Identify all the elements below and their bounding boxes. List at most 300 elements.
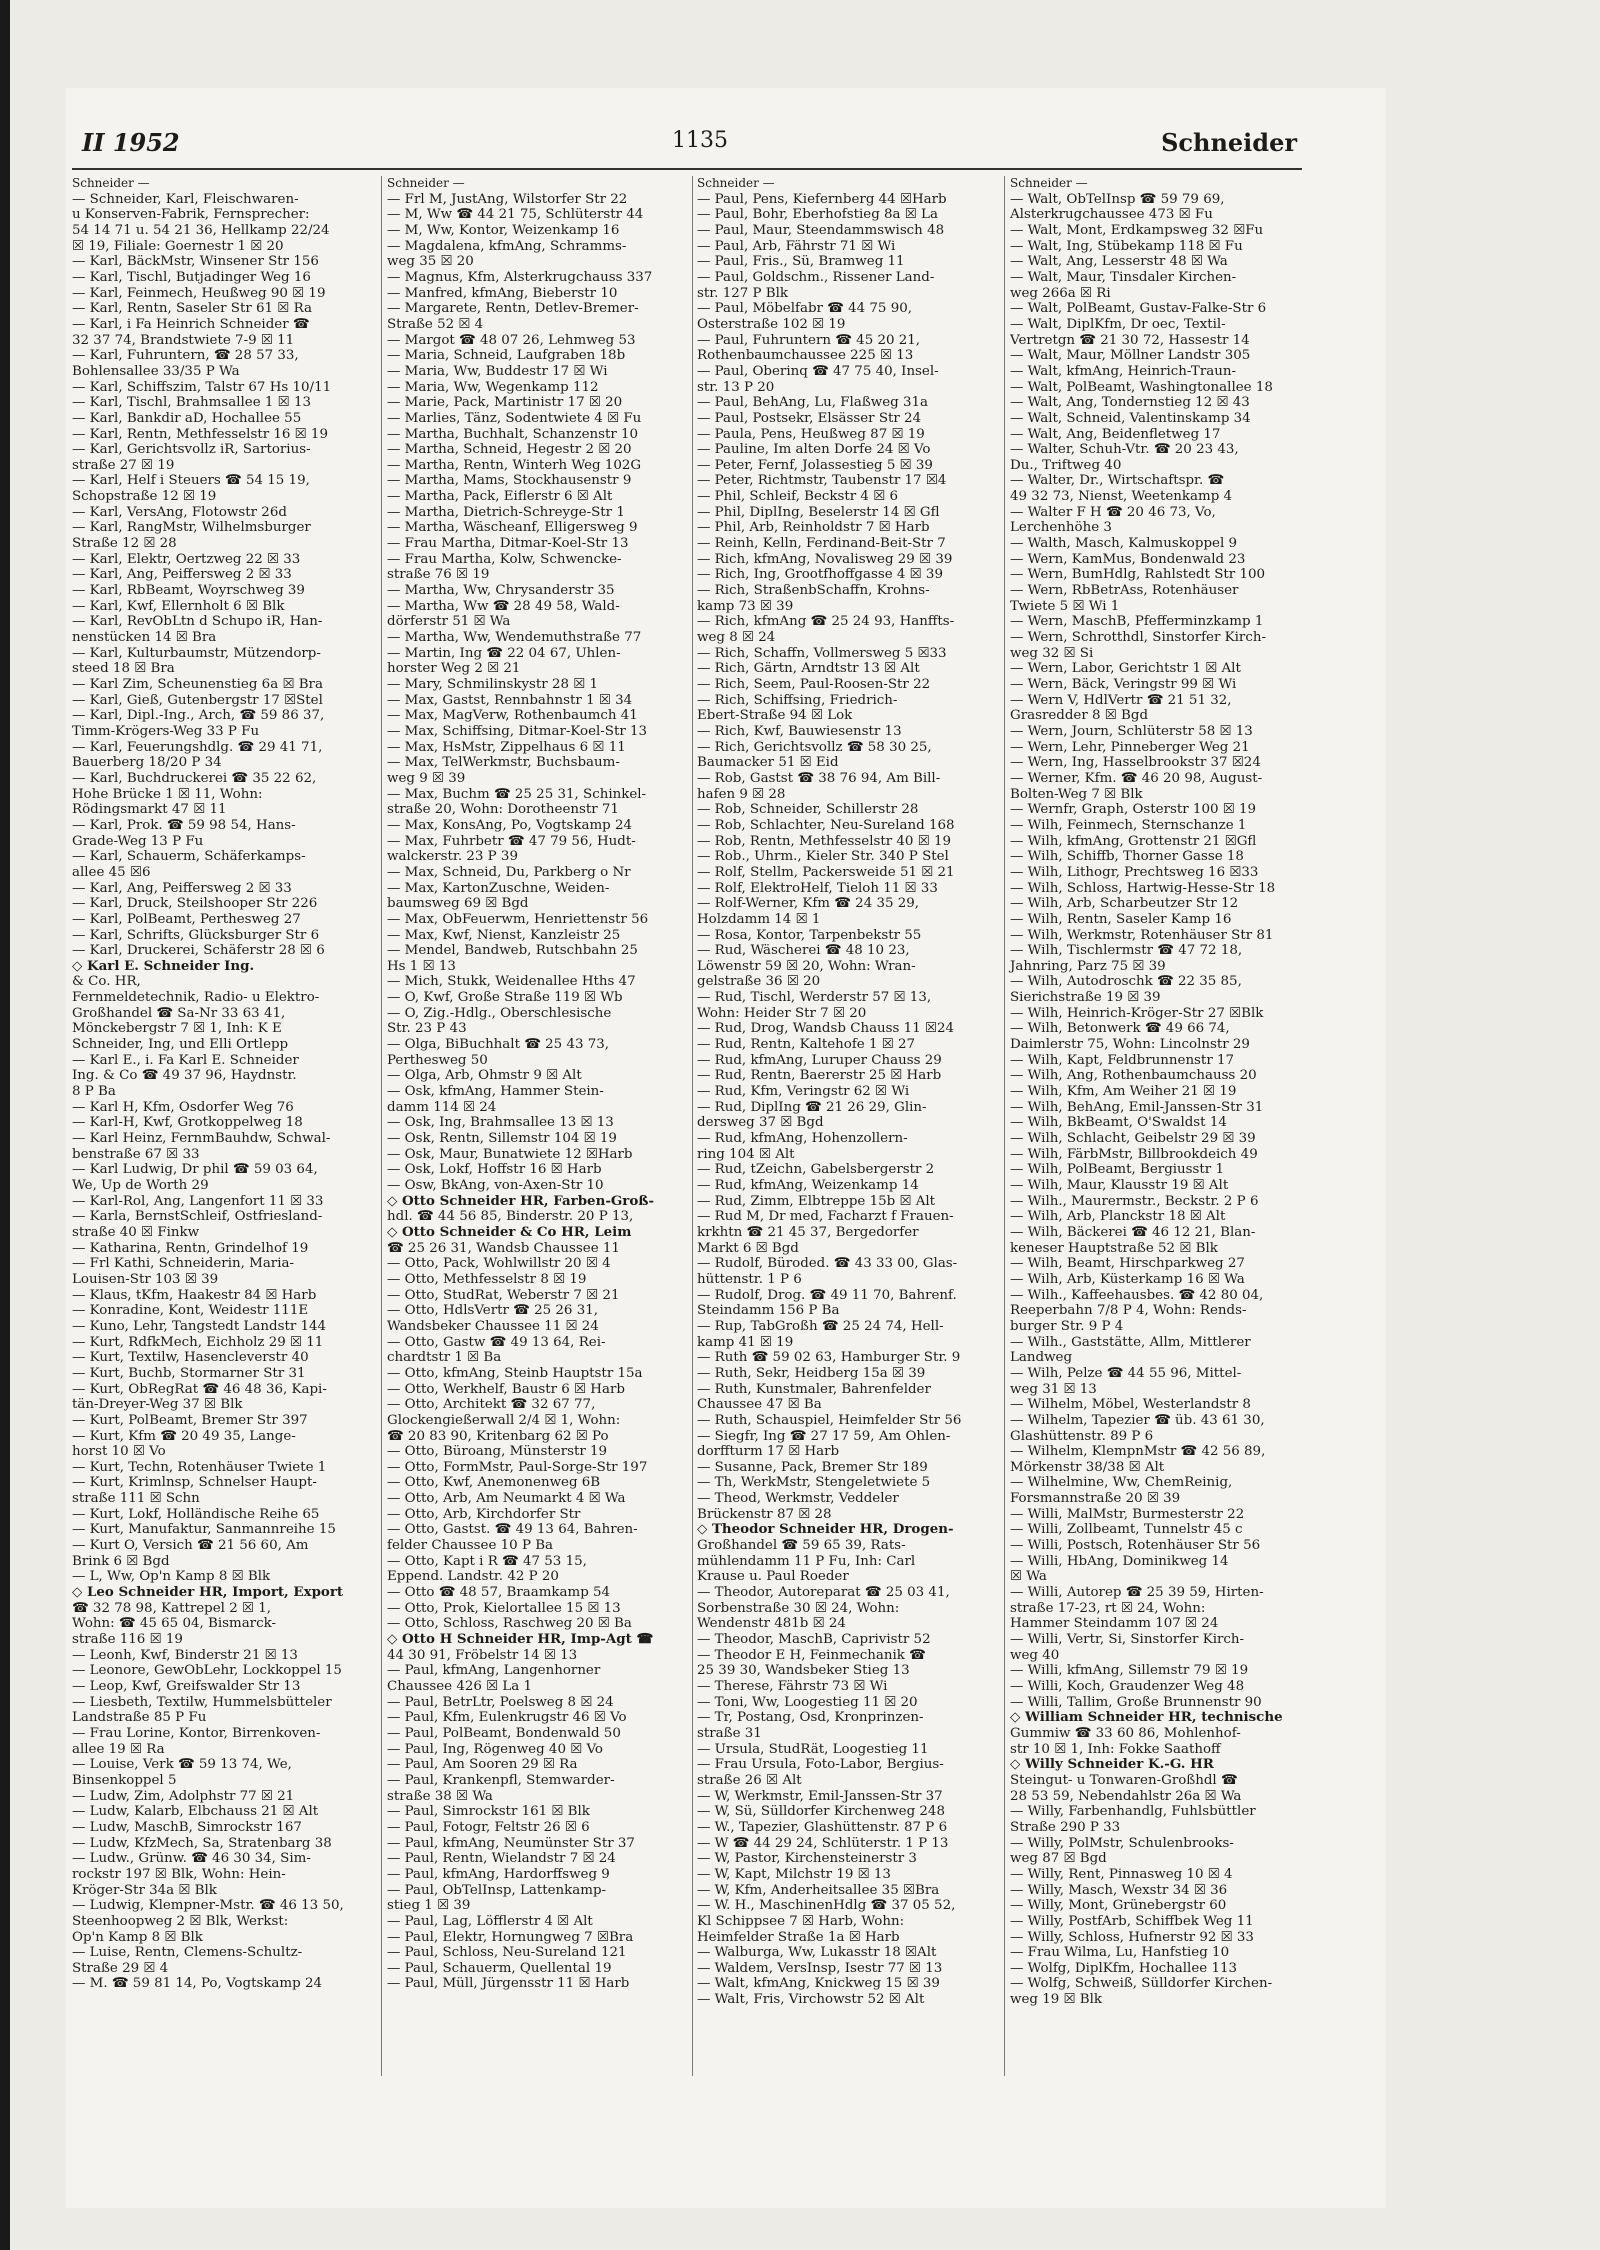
listing-line: — Paul, Am Sooren 29 ☒ Ra xyxy=(387,1757,578,1773)
listing-line: 44 30 91, Fröbelstr 14 ☒ 13 xyxy=(387,1647,578,1663)
listing-line: horster Weg 2 ☒ 21 xyxy=(387,661,521,677)
listing-line: — Karl, Gerichtsvollz iR, Sartorius- xyxy=(72,442,311,458)
listing-line: Großhandel ☎ Sa-Nr 33 63 41, xyxy=(72,1005,286,1021)
listing-line: — Wilhelm, Möbel, Westerlandstr 8 xyxy=(1010,1397,1251,1413)
listing-line: — Rud M, Dr med, Facharzt f Frauen- xyxy=(697,1209,954,1225)
running-head: Schneider xyxy=(1161,128,1297,157)
listing-line: — Peter, Richtmstr, Taubenstr 17 ☒4 xyxy=(697,473,947,489)
listing-line: — Otto, StudRat, Weberstr 7 ☒ 21 xyxy=(387,1287,620,1303)
listing-line: 28 53 59, Nebendahlstr 26a ☒ Wa xyxy=(1010,1788,1242,1804)
listing-line: ☎ 32 78 98, Kattrepel 2 ☒ 1, xyxy=(72,1600,272,1616)
listing-line: benstraße 67 ☒ 33 xyxy=(72,1146,200,1162)
binding-edge xyxy=(0,0,10,2250)
listing-line: — Kurt, Textilw, Hasencleverstr 40 xyxy=(72,1350,309,1366)
listing-line: Steingut- u Tonwaren-Großhdl ☎ xyxy=(1010,1772,1238,1788)
listing-line: ◇ Leo Schneider HR, Import, Export xyxy=(72,1584,344,1601)
listing-line: — Ludw, Zim, Adolphstr 77 ☒ 21 xyxy=(72,1788,295,1804)
listing-line: Rothenbaumchaussee 225 ☒ 13 xyxy=(697,348,914,364)
listing-line: — Olga, Arb, Ohmstr 9 ☒ Alt xyxy=(387,1068,582,1084)
listing-line: — Rob, Rentn, Methfesselstr 40 ☒ 19 xyxy=(697,833,952,849)
listing-line: Grade-Weg 13 P Fu xyxy=(72,833,204,849)
listing-line: — Karl-Rol, Ang, Langenfort 11 ☒ 33 xyxy=(72,1193,324,1209)
listing-line: — Maria, Schneid, Laufgraben 18b xyxy=(387,348,626,364)
listing-line: — Wilh, Feinmech, Sternschanze 1 xyxy=(1010,817,1247,833)
listing-line: — Wilh, Rentn, Saseler Kamp 16 xyxy=(1010,911,1232,927)
listing-line: — Wern, Labor, Gerichtstr 1 ☒ Alt xyxy=(1010,661,1241,677)
listing-line: — Rolf, ElektroHelf, Tieloh 11 ☒ 33 xyxy=(697,880,938,896)
listing-line: — Marie, Pack, Martinistr 17 ☒ 20 xyxy=(387,395,623,411)
listing-line: — W, Kfm, Anderheitsallee 35 ☒Bra xyxy=(697,1882,940,1898)
listing-line: — Paul, Arb, Fährstr 71 ☒ Wi xyxy=(697,238,896,254)
listing-line: — Phil, Arb, Reinholdstr 7 ☒ Harb xyxy=(697,520,930,536)
listing-line: — Walt, PolBeamt, Washingtonallee 18 xyxy=(1010,379,1273,395)
listing-line: Großhandel ☎ 59 65 39, Rats- xyxy=(697,1538,906,1554)
listing-line: str 10 ☒ 1, Inh: Fokke Saathoff xyxy=(1010,1741,1221,1757)
listing-line: — Karl, Feuerungshdlg. ☎ 29 41 71, xyxy=(72,739,323,755)
listing-line: — Toni, Ww, Loogestieg 11 ☒ 20 xyxy=(697,1694,918,1710)
listing-line: — Otto, Kwf, Anemonenweg 6B xyxy=(387,1475,601,1491)
listing-line: ◇ Otto Schneider & Co HR, Leim xyxy=(387,1223,632,1240)
listing-line: Twiete 5 ☒ Wi 1 xyxy=(1010,598,1120,614)
listing-line: — Willi, Zollbeamt, Tunnelstr 45 c xyxy=(1010,1522,1243,1538)
listing-line: 49 32 73, Nienst, Weetenkamp 4 xyxy=(1010,489,1233,505)
listing-line: — Otto, Kapt i R ☎ 47 53 15, xyxy=(387,1553,587,1569)
listing-line: — Kurt, Krimlnsp, Schnelser Haupt- xyxy=(72,1475,317,1491)
column-divider xyxy=(381,176,382,2076)
listing-line: ☎ 20 83 90, Kritenbarg 62 ☒ Po xyxy=(387,1428,609,1444)
listing-line: — Willi, Koch, Graudenzer Weg 48 xyxy=(1010,1679,1245,1694)
listing-line: Glockengießerwall 2/4 ☒ 1, Wohn: xyxy=(387,1412,621,1428)
listing-line: weg 32 ☒ Si xyxy=(1010,645,1094,661)
listing-line: — Otto, Architekt ☎ 32 67 77, xyxy=(387,1397,596,1413)
listing-line: — Max, Fuhrbetr ☎ 47 79 56, Hudt- xyxy=(387,833,636,849)
listing-line: straße 40 ☒ Finkw xyxy=(72,1224,200,1240)
listing-line: — Karl-H, Kwf, Grotkoppelweg 18 xyxy=(72,1115,303,1131)
listing-line: damm 114 ☒ 24 xyxy=(387,1099,497,1115)
listing-line: — Otto, Gastst. ☎ 49 13 64, Bahren- xyxy=(387,1522,638,1538)
listing-line: — Wern, Schrotthdl, Sinstorfer Kirch- xyxy=(1010,630,1266,646)
listing-line: — Frl M, JustAng, Wilstorfer Str 22 xyxy=(387,191,628,207)
listing-line: weg 87 ☒ Bgd xyxy=(1010,1851,1107,1867)
listing-line: — Walt, PolBeamt, Gustav-Falke-Str 6 xyxy=(1010,301,1267,317)
listing-line: — Paul, Kfm, Eulenkrugstr 46 ☒ Vo xyxy=(387,1710,627,1726)
listing-line: — Pauline, Im alten Dorfe 24 ☒ Vo xyxy=(697,442,931,458)
listing-line: — Rob, Schlachter, Neu-Sureland 168 xyxy=(697,817,955,833)
listing-line: Hammer Steindamm 107 ☒ 24 xyxy=(1010,1616,1219,1632)
listing-line: — Rup, TabGroßh ☎ 25 24 74, Hell- xyxy=(697,1318,944,1334)
listing-line: — Max, MagVerw, Rothenbaumch 41 xyxy=(387,708,638,724)
listing-line: — Kurt, Lokf, Holländische Reihe 65 xyxy=(72,1506,320,1522)
listing-line: Mörkenstr 38/38 ☒ Alt xyxy=(1010,1459,1165,1475)
listing-line: allee 45 ☒6 xyxy=(72,864,151,880)
listing-line: — Wilh, Ang, Rothenbaumchauss 20 xyxy=(1010,1068,1257,1084)
listing-line: — Karl, Druckerei, Schäferstr 28 ☒ 6 xyxy=(72,943,325,959)
page-header xyxy=(82,128,1297,164)
listing-line: — Karl, Ang, Peiffersweg 2 ☒ 33 xyxy=(72,880,292,896)
listing-line: — Martha, Buchhalt, Schanzenstr 10 xyxy=(387,426,639,442)
listing-line: — Martha, Schneid, Hegestr 2 ☒ 20 xyxy=(387,442,632,458)
listing-line: — Paul, Möbelfabr ☎ 44 75 90, xyxy=(697,301,913,317)
listing-line: — Karl Zim, Scheunenstieg 6a ☒ Bra xyxy=(72,677,323,692)
listing-line: — Klaus, tKfm, Haakestr 84 ☒ Harb xyxy=(72,1287,317,1303)
listing-line: 25 39 30, Wandsbeker Stieg 13 xyxy=(697,1663,910,1679)
listing-line: — Ludwig, Klempner-Mstr. ☎ 46 13 50, xyxy=(72,1898,344,1914)
listing-line: Heimfelder Straße 1a ☒ Harb xyxy=(697,1929,900,1945)
listing-line: — Wilh, Schlacht, Geibelstr 29 ☒ 39 xyxy=(1010,1131,1256,1147)
listing-line: — Paula, Pens, Heußweg 87 ☒ 19 xyxy=(697,426,925,442)
listing-line: — Wilh., Gaststätte, Allm, Mittlerer xyxy=(1010,1334,1251,1350)
listing-line: — Kurt, PolBeamt, Bremer Str 397 xyxy=(72,1412,308,1428)
listing-line: — Wilh, BkBeamt, O'Swaldst 14 xyxy=(1010,1115,1227,1131)
listing-line: walckerstr. 23 P 39 xyxy=(387,849,518,865)
listing-line: — Martha, Dietrich-Schreyge-Str 1 xyxy=(387,504,625,520)
listing-line: Bauerberg 18/20 P 34 xyxy=(72,755,222,771)
listing-line: — Osk, Maur, Bunatwiete 12 ☒Harb xyxy=(387,1146,633,1162)
listing-line: — Wilh, BehAng, Emil-Janssen-Str 31 xyxy=(1010,1099,1264,1115)
listing-line: ◇ Karl E. Schneider Ing. xyxy=(72,957,255,974)
listing-line: — Rich, Gerichtsvollz ☎ 58 30 25, xyxy=(697,739,932,755)
listing-line: — Mary, Schmilinskystr 28 ☒ 1 xyxy=(387,677,599,692)
listing-line: — Willi, Vertr, Si, Sinstorfer Kirch- xyxy=(1010,1632,1245,1648)
listing-line: — Wern, KamMus, Bondenwald 23 xyxy=(1010,551,1246,567)
listing-line: — Walt, DiplKfm, Dr oec, Textil- xyxy=(1010,316,1226,332)
listing-line: — Mich, Stukk, Weidenallee Hths 47 xyxy=(387,974,636,990)
listing-line: Rödingsmarkt 47 ☒ 11 xyxy=(72,802,227,818)
listing-line: Eppend. Landstr. 42 P 20 xyxy=(387,1569,559,1585)
listing-line: — Theodor E H, Feinmechanik ☎ xyxy=(697,1647,926,1663)
listing-line: Steindamm 156 P Ba xyxy=(697,1303,840,1319)
listing-line: — Walt, Mont, Erdkampsweg 32 ☒Fu xyxy=(1010,222,1264,238)
listing-line: — Otto, Methfesselstr 8 ☒ 19 xyxy=(387,1271,587,1287)
listing-line: — Paul, Postsekr, Elsässer Str 24 xyxy=(697,410,922,426)
listing-line: ◇ Theodor Schneider HR, Drogen- xyxy=(697,1521,954,1538)
listing-line: — Martha, Mams, Stockhausenstr 9 xyxy=(387,473,632,489)
listing-line: burger Str. 9 P 4 xyxy=(1010,1318,1124,1334)
listing-line: — Wern, BumHdlg, Rahlstedt Str 100 xyxy=(1010,567,1265,583)
listing-line: — Max, Schiffsing, Ditmar-Koel-Str 13 xyxy=(387,723,648,739)
listing-line: krkhtn ☎ 21 45 37, Bergedorfer xyxy=(697,1224,919,1240)
listing-line: weg 35 ☒ 20 xyxy=(387,254,474,270)
listing-line: — Karl, Kwf, Ellernholt 6 ☒ Blk xyxy=(72,598,285,614)
listing-line: — Paul, Elektr, Hornungweg 7 ☒Bra xyxy=(387,1929,634,1945)
listing-line: — Ludw, KfzMech, Sa, Stratenbarg 38 xyxy=(72,1835,332,1851)
listing-line: — Karl, Tischl, Butjadinger Weg 16 xyxy=(72,269,311,285)
listing-line: — Kurt, Manufaktur, Sanmannreihe 15 xyxy=(72,1522,336,1538)
listing-line: u Konserven-Fabrik, Fernsprecher: xyxy=(72,207,310,223)
listing-line: — Margarete, Rentn, Detlev-Bremer- xyxy=(387,301,639,317)
listing-line: — Otto, Prok, Kielortallee 15 ☒ 13 xyxy=(387,1600,621,1616)
listing-line: Landweg xyxy=(1010,1350,1073,1366)
listing-line: — Karl, Schiffszim, Talstr 67 Hs 10/11 xyxy=(72,379,332,395)
listing-line: — Th, WerkMstr, Stengeletwiete 5 xyxy=(697,1475,931,1491)
listing-line: 8 P Ba xyxy=(72,1084,116,1100)
listing-line: dersweg 37 ☒ Bgd xyxy=(697,1115,824,1131)
listing-line: — Max, Gastst, Rennbahnstr 1 ☒ 34 xyxy=(387,692,633,708)
listing-line: — Martha, Ww, Chrysanderstr 35 xyxy=(387,583,615,599)
listing-line: ◇ Otto H Schneider HR, Imp-Agt ☎ xyxy=(387,1631,654,1648)
listing-line: ring 104 ☒ Alt xyxy=(697,1146,795,1162)
listing-line: ◇ Otto Schneider HR, Farben-Groß- xyxy=(387,1192,655,1209)
listing-line: — Wilh, Autodroschk ☎ 22 35 85, xyxy=(1010,974,1242,990)
listing-line: Perthesweg 50 xyxy=(387,1052,488,1068)
listing-line: — Paul, PolBeamt, Bondenwald 50 xyxy=(387,1725,621,1741)
listing-line: — Martha, Ww ☎ 28 49 58, Wald- xyxy=(387,598,620,614)
listing-line: — Rud, kfmAng, Weizenkamp 14 xyxy=(697,1178,919,1193)
listing-line: — Ruth, Kunstmaler, Bahrenfelder xyxy=(697,1381,931,1397)
listing-line: straße 26 ☒ Alt xyxy=(697,1772,802,1788)
listing-line: dörferstr 51 ☒ Wa xyxy=(387,614,511,630)
listing-line: — Osw, BkAng, von-Axen-Str 10 xyxy=(387,1178,604,1193)
listing-line: dorffturm 17 ☒ Harb xyxy=(697,1444,840,1460)
listing-line: — Karl, RbBeamt, Woyrschweg 39 xyxy=(72,583,305,599)
listing-line: — Rud, Wäscherei ☎ 48 10 23, xyxy=(697,943,910,959)
listing-line: — Martha, Wäscheanf, Elligersweg 9 xyxy=(387,520,638,536)
listing-line: — Karl, Dipl.-Ing., Arch, ☎ 59 86 37, xyxy=(72,708,325,724)
continuation-head: Schneider — xyxy=(697,176,775,190)
listing-line: — Paul, Schloss, Neu-Sureland 121 xyxy=(387,1945,627,1961)
directory-column xyxy=(72,176,377,1992)
listing-line: — Rob, Gastst ☎ 38 76 94, Am Bill- xyxy=(697,770,941,786)
listing-line: — Willi, Postsch, Rotenhäuser Str 56 xyxy=(1010,1538,1261,1554)
listing-line: — Frau Ursula, Foto-Labor, Bergius- xyxy=(697,1757,944,1773)
listing-line: ☒ 19, Filiale: Goernestr 1 ☒ 20 xyxy=(72,238,284,254)
continuation-head: Schneider — xyxy=(1010,176,1088,190)
listing-line: — Wilh, Arb, Planckstr 18 ☒ Alt xyxy=(1010,1209,1226,1225)
continuation-head: Schneider — xyxy=(72,176,150,190)
listing-line: — Wilh, Kapt, Feldbrunnenstr 17 xyxy=(1010,1052,1235,1068)
listing-line: — Maria, Ww, Wegenkamp 112 xyxy=(387,379,599,395)
listing-line: Hohe Brücke 1 ☒ 11, Wohn: xyxy=(72,786,263,802)
listing-line: 54 14 71 u. 54 21 36, Hellkamp 22/24 xyxy=(72,222,330,238)
listing-line: Ebert-Straße 94 ☒ Lok xyxy=(697,708,853,724)
listing-line: — Willy, Farbenhandlg, Fuhlsbüttler xyxy=(1010,1804,1256,1820)
listing-line: — Theodor, MaschB, Caprivistr 52 xyxy=(697,1632,931,1648)
listing-line: kamp 73 ☒ 39 xyxy=(697,598,794,614)
listing-line: allee 19 ☒ Ra xyxy=(72,1741,165,1757)
listing-line: — Paul, kfmAng, Hardorffsweg 9 xyxy=(387,1866,610,1882)
listing-line: — Phil, DiplIng, Beselerstr 14 ☒ Gfl xyxy=(697,504,940,520)
listing-line: — Marlies, Tänz, Sodentwiete 4 ☒ Fu xyxy=(387,410,642,426)
listing-line: — Frau Lorine, Kontor, Birrenkoven- xyxy=(72,1725,321,1741)
listing-line: Steenhoopweg 2 ☒ Blk, Werkst: xyxy=(72,1913,289,1929)
listing-line: — Wilh, Arb, Scharbeutzer Str 12 xyxy=(1010,896,1239,912)
listing-line: Fernmeldetechnik, Radio- u Elektro- xyxy=(72,990,320,1006)
listing-line: Brink 6 ☒ Bgd xyxy=(72,1553,170,1569)
listing-line: — Otto ☎ 48 57, Braamkamp 54 xyxy=(387,1585,611,1601)
listing-line: — Wilh., Maurermstr., Beckstr. 2 P 6 xyxy=(1010,1193,1259,1209)
listing-line: nenstücken 14 ☒ Bra xyxy=(72,630,217,646)
listing-line: — Werner, Kfm. ☎ 46 20 98, August- xyxy=(1010,770,1263,786)
listing-line: — Frau Wilma, Lu, Hanfstieg 10 xyxy=(1010,1945,1230,1961)
listing-line: — Rich, Kwf, Bauwiesenstr 13 xyxy=(697,723,902,739)
listing-line: — Peter, Fernf, Jolassestieg 5 ☒ 39 xyxy=(697,457,933,473)
listing-line: — Louise, Verk ☎ 59 13 74, We, xyxy=(72,1757,292,1773)
listing-line: — Wilh, Tischlermstr ☎ 47 72 18, xyxy=(1010,943,1243,959)
directory-column xyxy=(387,176,692,1992)
listing-line: Wendenstr 481b ☒ 24 xyxy=(697,1616,846,1632)
listing-line: — Max, ObFeuerwm, Henriettenstr 56 xyxy=(387,911,649,927)
listing-line: — Leop, Kwf, Greifswalder Str 13 xyxy=(72,1679,301,1694)
listing-line: — Martin, Ing ☎ 22 04 67, Uhlen- xyxy=(387,645,621,661)
listing-line: hafen 9 ☒ 28 xyxy=(697,786,786,802)
listing-line: — Wern, MaschB, Pfefferminzkamp 1 xyxy=(1010,614,1264,630)
listing-line: Str. 23 P 43 xyxy=(387,1021,467,1037)
listing-line: — Walt, ObTelInsp ☎ 59 79 69, xyxy=(1010,191,1225,207)
listing-line: Kröger-Str 34a ☒ Blk xyxy=(72,1882,217,1898)
listing-line: — Rud, kfmAng, Luruper Chauss 29 xyxy=(697,1052,942,1068)
listing-line: — Paul, Rentn, Wielandstr 7 ☒ 24 xyxy=(387,1851,616,1867)
listing-line: straße 116 ☒ 19 xyxy=(72,1632,183,1648)
listing-line: Straße 12 ☒ 28 xyxy=(72,536,177,552)
listing-line: Alsterkrugchaussee 473 ☒ Fu xyxy=(1010,207,1213,223)
listing-line: Schneider, Ing, und Elli Ortlepp xyxy=(72,1037,289,1053)
listing-line: weg 31 ☒ 13 xyxy=(1010,1381,1097,1397)
listing-line: — Willy, PolMstr, Schulenbrooks- xyxy=(1010,1835,1234,1851)
listing-line: Timm-Krögers-Weg 33 P Fu xyxy=(72,723,260,739)
listing-line: — O, Zig.-Hdlg., Oberschlesische xyxy=(387,1005,612,1021)
listing-line: Hs 1 ☒ 13 xyxy=(387,958,456,974)
listing-line: Jahnring, Parz 75 ☒ 39 xyxy=(1010,958,1166,974)
listing-line: — Theod, Werkmstr, Veddeler xyxy=(697,1491,899,1507)
listing-line: — Paul, kfmAng, Neumünster Str 37 xyxy=(387,1835,635,1851)
listing-line: — Rud, Tischl, Werderstr 57 ☒ 13, xyxy=(697,990,932,1006)
listing-line: — Kurt, Techn, Rotenhäuser Twiete 1 xyxy=(72,1459,327,1475)
listing-line: weg 266a ☒ Ri xyxy=(1010,285,1111,301)
listing-line: — Rud, DiplIng ☎ 21 26 29, Glin- xyxy=(697,1099,927,1115)
listing-line: — Karl, Rentn, Saseler Str 61 ☒ Ra xyxy=(72,301,312,317)
column-divider xyxy=(1004,176,1005,2076)
listing-line: — Luise, Rentn, Clemens-Schultz- xyxy=(72,1945,303,1961)
listing-line: — Willy, Masch, Wexstr 34 ☒ 36 xyxy=(1010,1882,1228,1898)
listing-line: — Karl, Rentn, Methfesselstr 16 ☒ 19 xyxy=(72,426,328,442)
listing-line: — W, Werkmstr, Emil-Janssen-Str 37 xyxy=(697,1788,943,1804)
listing-line: — Waldem, VersInsp, Isestr 77 ☒ 13 xyxy=(697,1960,943,1976)
listing-line: — Paul, Simrockstr 161 ☒ Blk xyxy=(387,1804,590,1820)
listing-line: — Kurt O, Versich ☎ 21 56 60, Am xyxy=(72,1538,309,1554)
listing-line: straße 76 ☒ 19 xyxy=(387,567,490,583)
listing-line: — Rich, kfmAng, Novalisweg 29 ☒ 39 xyxy=(697,551,953,567)
listing-line: — Otto, Büroang, Münsterstr 19 xyxy=(387,1444,608,1460)
listing-line: — Walt, Ang, Lesserstr 48 ☒ Wa xyxy=(1010,254,1228,270)
listing-line: — Rob, Schneider, Schillerstr 28 xyxy=(697,802,919,818)
listing-line: — Wern, Journ, Schlüterstr 58 ☒ 13 xyxy=(1010,723,1253,739)
listing-line: horst 10 ☒ Vo xyxy=(72,1444,166,1460)
listing-line: — Otto, Werkhelf, Baustr 6 ☒ Harb xyxy=(387,1381,625,1397)
listing-line: — Rich, Gärtn, Arndtstr 13 ☒ Alt xyxy=(697,661,920,677)
listing-line: weg 9 ☒ 39 xyxy=(387,770,466,786)
listing-line: — Margot ☎ 48 07 26, Lehmweg 53 xyxy=(387,332,636,348)
listing-line: — Konradine, Kont, Weidestr 111E xyxy=(72,1303,309,1319)
listing-line: — Ludw, MaschB, Simrockstr 167 xyxy=(72,1819,302,1835)
listing-line: — Max, TelWerkmstr, Buchsbaum- xyxy=(387,755,620,771)
listing-line: — Rich, Ing, Grootfhoffgasse 4 ☒ 39 xyxy=(697,567,943,583)
listing-line: — Kurt, RdfkMech, Eichholz 29 ☒ 11 xyxy=(72,1334,324,1350)
listing-line: — Osk, kfmAng, Hammer Stein- xyxy=(387,1084,604,1100)
listing-line: — Karl H, Kfm, Osdorfer Weg 76 xyxy=(72,1099,294,1115)
listing-line: — Therese, Fährstr 73 ☒ Wi xyxy=(697,1679,888,1694)
listing-line: — Willy, Rent, Pinnasweg 10 ☒ 4 xyxy=(1010,1866,1233,1882)
listing-line: — Willi, MalMstr, Burmesterstr 22 xyxy=(1010,1506,1245,1522)
listing-line: Landstraße 85 P Fu xyxy=(72,1710,207,1726)
listing-line: — Wilh, Pelze ☎ 44 55 96, Mittel- xyxy=(1010,1365,1242,1381)
listing-line: — Wilh, Schiffb, Thorner Gasse 18 xyxy=(1010,849,1244,865)
listing-line: — Otto, Arb, Kirchdorfer Str xyxy=(387,1506,581,1522)
listing-line: — Paul, kfmAng, Langenhorner xyxy=(387,1663,601,1679)
listing-line: keneser Hauptstraße 52 ☒ Blk xyxy=(1010,1240,1218,1256)
listing-line: Daimlerstr 75, Wohn: Lincolnstr 29 xyxy=(1010,1037,1250,1053)
listing-line: Binsenkoppel 5 xyxy=(72,1772,177,1788)
listing-line: baumsweg 69 ☒ Bgd xyxy=(387,896,529,912)
listing-line: — Wilh, Kfm, Am Weiher 21 ☒ 19 xyxy=(1010,1084,1237,1100)
listing-line: — Manfred, kfmAng, Bieberstr 10 xyxy=(387,285,618,301)
listing-line: ☎ 25 26 31, Wandsb Chaussee 11 xyxy=(387,1240,620,1256)
listing-line: Bolten-Weg 7 ☒ Blk xyxy=(1010,786,1143,802)
listing-line: — Max, HsMstr, Zippelhaus 6 ☒ 11 xyxy=(387,739,626,755)
listing-line: — Katharina, Rentn, Grindelhof 19 xyxy=(72,1240,309,1256)
listing-line: — Wilhelm, Tapezier ☎ üb. 43 61 30, xyxy=(1010,1412,1265,1428)
listing-line: — Rud, Zimm, Elbtreppe 15b ☒ Alt xyxy=(697,1193,936,1209)
listing-line: — Wilh, Schloss, Hartwig-Hesse-Str 18 xyxy=(1010,880,1276,896)
listing-line: — Walth, Masch, Kalmuskoppel 9 xyxy=(1010,536,1237,552)
listing-line: — Wolfg, Schweiß, Sülldorfer Kirchen- xyxy=(1010,1976,1273,1992)
listing-line: — Ludw, Kalarb, Elbchauss 21 ☒ Alt xyxy=(72,1804,319,1820)
listing-line: — Max, Schneid, Du, Parkberg o Nr xyxy=(387,864,631,880)
listing-line: straße 27 ☒ 19 xyxy=(72,457,175,473)
listing-line: — Walter, Dr., Wirtschaftspr. ☎ xyxy=(1010,473,1225,489)
listing-line: Op'n Kamp 8 ☒ Blk xyxy=(72,1929,203,1945)
listing-line: — Karl Heinz, FernmBauhdw, Schwal- xyxy=(72,1131,331,1147)
listing-line: — Liesbeth, Textilw, Hummelsbütteler xyxy=(72,1694,332,1710)
listing-line: — Rich, kfmAng ☎ 25 24 93, Hanffts- xyxy=(697,614,955,630)
listing-line: — Paul, BetrLtr, Poelsweg 8 ☒ 24 xyxy=(387,1694,614,1710)
listing-line: straße 111 ☒ Schn xyxy=(72,1491,200,1507)
listing-line: Kl Schippsee 7 ☒ Harb, Wohn: xyxy=(697,1913,905,1929)
listing-line: — Wilh, Betonwerk ☎ 49 66 74, xyxy=(1010,1021,1230,1037)
listing-line: Du., Triftweg 40 xyxy=(1010,457,1122,473)
listing-line: — Otto, HdlsVertr ☎ 25 26 31, xyxy=(387,1303,598,1319)
listing-line: felder Chaussee 10 P Ba xyxy=(387,1538,554,1554)
listing-line: — Karl Ludwig, Dr phil ☎ 59 03 64, xyxy=(72,1162,318,1178)
listing-line: — Wilh, Werkmstr, Rotenhäuser Str 81 xyxy=(1010,927,1274,943)
listing-line: Mönckebergstr 7 ☒ 1, Inh: K E xyxy=(72,1021,282,1037)
listing-line: — Rudolf, Drog. ☎ 49 11 70, Bahrenf. xyxy=(697,1287,957,1303)
listing-line: chardtstr 1 ☒ Ba xyxy=(387,1350,502,1366)
listing-line: Straße 290 P 33 xyxy=(1010,1819,1121,1835)
page-number: 1135 xyxy=(672,128,728,153)
listing-line: — W ☎ 44 29 24, Schlüterstr. 1 P 13 xyxy=(697,1835,949,1851)
listing-line: — Wilh, Arb, Küsterkamp 16 ☒ Wa xyxy=(1010,1271,1245,1287)
listing-line: weg 8 ☒ 24 xyxy=(697,630,776,646)
listing-line: — Karl, Prok. ☎ 59 98 54, Hans- xyxy=(72,817,296,833)
listing-line: — O, Kwf, Große Straße 119 ☒ Wb xyxy=(387,990,623,1006)
listing-line: — Rud, kfmAng, Hohenzollern- xyxy=(697,1131,908,1147)
listing-line: — Wilhelmine, Ww, ChemReinig, xyxy=(1010,1475,1233,1491)
listing-line: — Osk, Lokf, Hoffstr 16 ☒ Harb xyxy=(387,1162,602,1178)
listing-line: Osterstraße 102 ☒ 19 xyxy=(697,316,846,332)
listing-line: — Theodor, Autoreparat ☎ 25 03 41, xyxy=(697,1585,950,1601)
listing-line: Bohlensallee 33/35 P Wa xyxy=(72,363,240,379)
listing-line: — Magdalena, kfmAng, Schramms- xyxy=(387,238,627,254)
listing-line: kamp 41 ☒ 19 xyxy=(697,1334,794,1350)
listing-line: — Paul, Müll, Jürgensstr 11 ☒ Harb xyxy=(387,1976,630,1992)
directory-column xyxy=(1010,176,1315,2008)
listing-line: Grasredder 8 ☒ Bgd xyxy=(1010,708,1149,724)
listing-line: — Ruth, Schauspiel, Heimfelder Str 56 xyxy=(697,1412,962,1428)
listing-line: str. 127 P Blk xyxy=(697,285,789,301)
listing-line: ◇ William Schneider HR, technische xyxy=(1010,1709,1283,1726)
listing-line: — Willi, Tallim, Große Brunnenstr 90 xyxy=(1010,1694,1262,1710)
listing-line: — Willy, Mont, Grünebergstr 60 xyxy=(1010,1898,1227,1914)
